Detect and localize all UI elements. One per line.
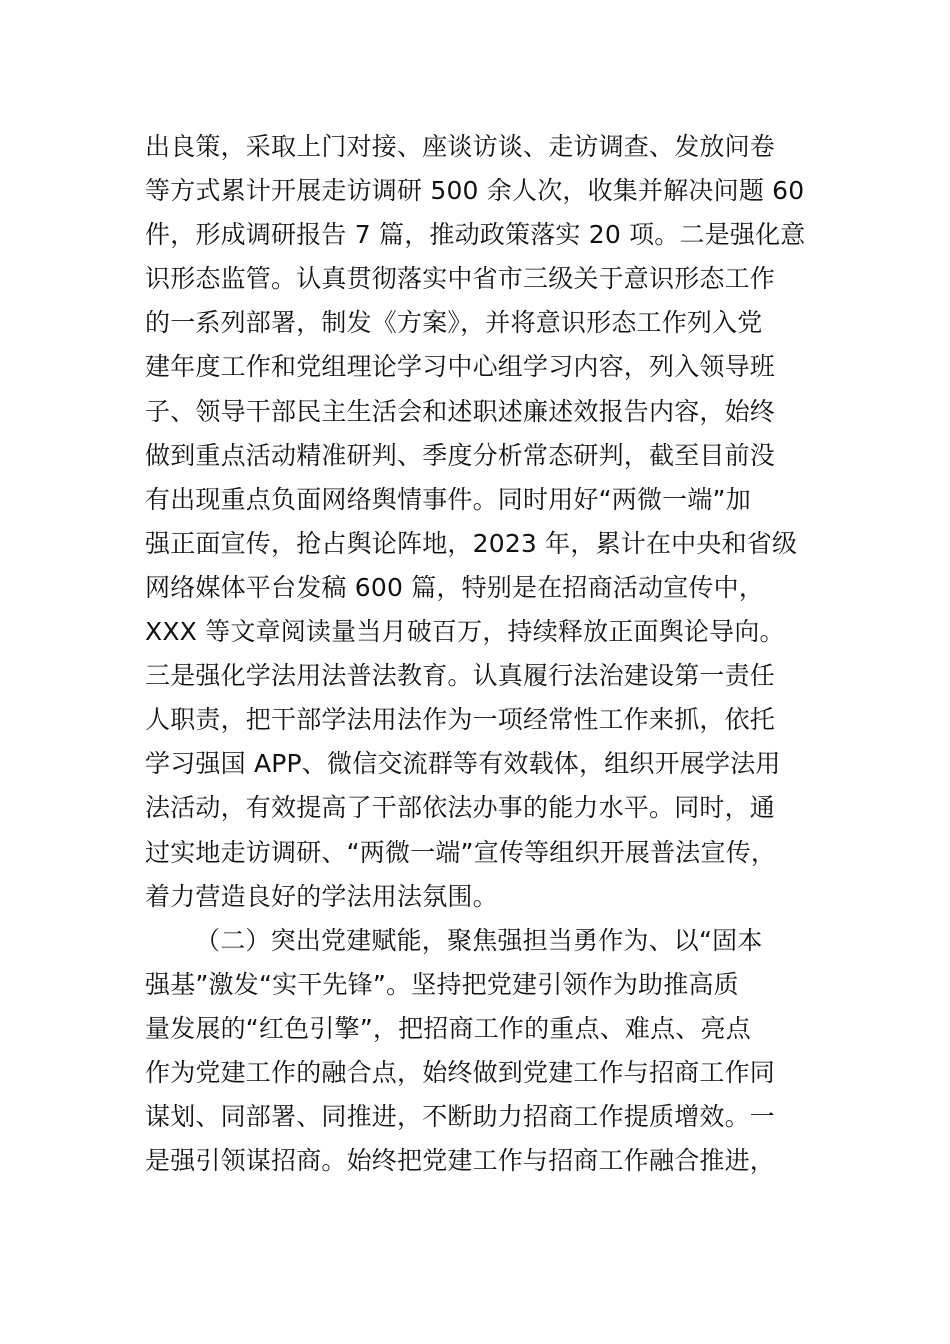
text-line: 作为党建工作的融合点，始终做到党建工作与招商工作同	[145, 1057, 776, 1087]
text-line: 的一系列部署，制发《方案》，并将意识形态工作列入党	[145, 308, 763, 338]
text-line: 人职责，把干部学法用法作为一项经常性工作来抓，依托	[145, 705, 776, 735]
text-line: 件，形成调研报告 7 篇，推动政策落实 20 项。二是强化意	[145, 220, 806, 250]
text-line: 强正面宣传，抢占舆论阵地，2023 年，累计在中央和省级	[145, 528, 798, 558]
text-line: 等方式累计开展走访调研 500 余人次，收集并解决问题 60	[145, 176, 805, 206]
text-line: 子、领导干部民主生活会和述职述廉述效报告内容，始终	[145, 396, 776, 426]
text-line: 三是强化学法用法普法教育。认真履行法治建设第一责任	[145, 661, 776, 691]
section-heading-line: （二）突出党建赋能，聚焦强担当勇作为、以“固本	[195, 925, 763, 955]
text-line: 是强引领谋招商。始终把党建工作与招商工作融合推进，	[145, 1146, 776, 1176]
text-line: 强基”激发“实干先锋”。坚持把党建引领作为助推高质	[145, 969, 739, 999]
body-text	[145, 125, 810, 1183]
text-line: 出良策，采取上门对接、座谈访谈、走访调查、发放问卷	[145, 132, 776, 161]
text-line: 量发展的“红色引擎”，把招商工作的重点、难点、亮点	[145, 1013, 751, 1043]
text-line: 学习强国 APP、微信交流群等有效载体，组织开展学法用	[145, 749, 781, 779]
text-line: 法活动，有效提高了干部依法办事的能力水平。同时，通	[145, 793, 776, 823]
text-line: 识形态监管。认真贯彻落实中省市三级关于意识形态工作	[145, 264, 776, 294]
text-line: 网络媒体平台发稿 600 篇，特别是在招商活动宣传中，	[145, 572, 765, 602]
text-line: 过实地走访调研、“两微一端”宣传等组织开展普法宣传，	[145, 837, 777, 867]
text-line: 建年度工作和党组理论学习中心组学习内容，列入领导班	[145, 352, 776, 382]
text-line: 谋划、同部署、同推进，不断助力招商工作提质增效。一	[145, 1102, 776, 1132]
text-line: 着力营造良好的学法用法氛围。	[145, 881, 498, 911]
text-line: 有出现重点负面网络舆情事件。同时用好“两微一端”加	[145, 484, 751, 514]
text-line: XXX 等文章阅读量当月破百万，持续释放正面舆论导向。	[145, 617, 785, 647]
text-line: 做到重点活动精准研判、季度分析常态研判，截至目前没	[145, 440, 776, 470]
